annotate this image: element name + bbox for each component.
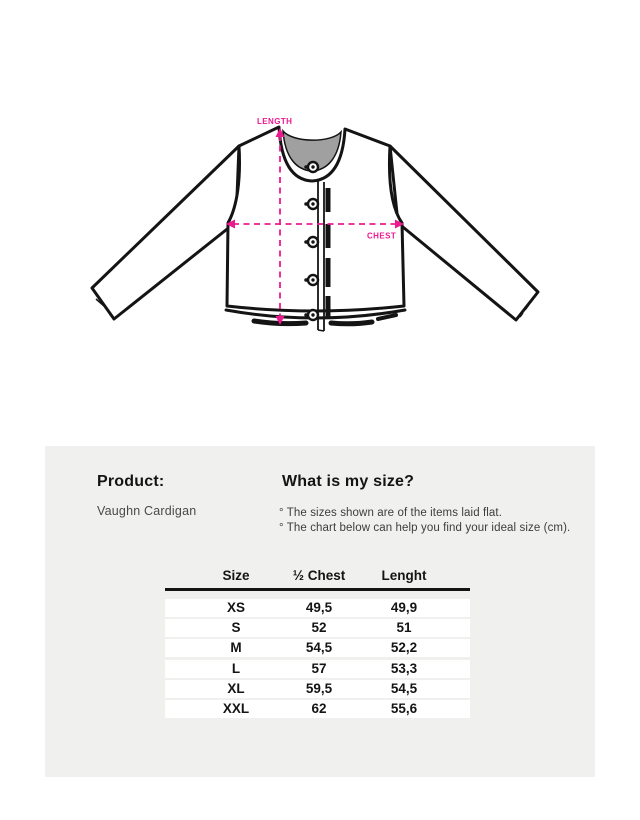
cell-length: 55,6 [390, 701, 418, 717]
cell-size: S [231, 619, 241, 635]
cell-size: M [230, 640, 242, 656]
cell-half-chest: 49,5 [305, 599, 333, 615]
size-table-rows [165, 599, 470, 719]
cell-half-chest: 59,5 [305, 681, 333, 697]
table-header-rule [165, 588, 470, 591]
cell-half-chest: 62 [311, 701, 327, 717]
col-header-length: Lenght [381, 568, 427, 583]
hem-shadow-dash [378, 315, 396, 319]
size-note-chart: ° The chart below can help you find your ideal size (cm). [279, 522, 571, 534]
cell-length: 52,2 [390, 640, 418, 656]
chest-label: CHEST [367, 231, 397, 241]
hem-shadow-dash [331, 322, 372, 324]
cell-size: L [231, 660, 241, 676]
cell-length: 54,5 [390, 681, 418, 697]
col-header-chest: ½ Chest [292, 568, 346, 583]
size-note-flat: ° The sizes shown are of the items laid flat. [279, 507, 503, 519]
cell-length: 53,3 [390, 660, 418, 676]
size-table-header [165, 566, 470, 588]
table-row [165, 619, 470, 637]
size-guide-panel [45, 446, 595, 777]
size-question-heading: What is my size? [282, 473, 415, 490]
table-row [165, 660, 470, 678]
col-header-size: Size [222, 568, 250, 583]
placket-bottom [318, 330, 324, 331]
product-name: Vaughn Cardigan [97, 504, 197, 518]
jacket-left-sleeve [92, 146, 239, 319]
cell-length: 51 [396, 619, 412, 635]
product-heading: Product: [97, 473, 165, 490]
table-row [165, 599, 470, 617]
cell-half-chest: 57 [311, 660, 327, 676]
size-notes [279, 506, 570, 536]
cell-half-chest: 52 [311, 619, 327, 635]
cell-length: 49,9 [390, 599, 418, 615]
cell-half-chest: 54,5 [305, 640, 333, 656]
table-row [165, 700, 470, 718]
size-table [165, 566, 470, 721]
length-label: LENGTH [257, 117, 293, 126]
table-row [165, 639, 470, 657]
cell-size: XL [227, 681, 245, 697]
jacket-right-sleeve [390, 146, 538, 320]
cell-size: XS [226, 599, 245, 615]
table-row [165, 680, 470, 698]
cell-size: XXL [222, 701, 250, 717]
